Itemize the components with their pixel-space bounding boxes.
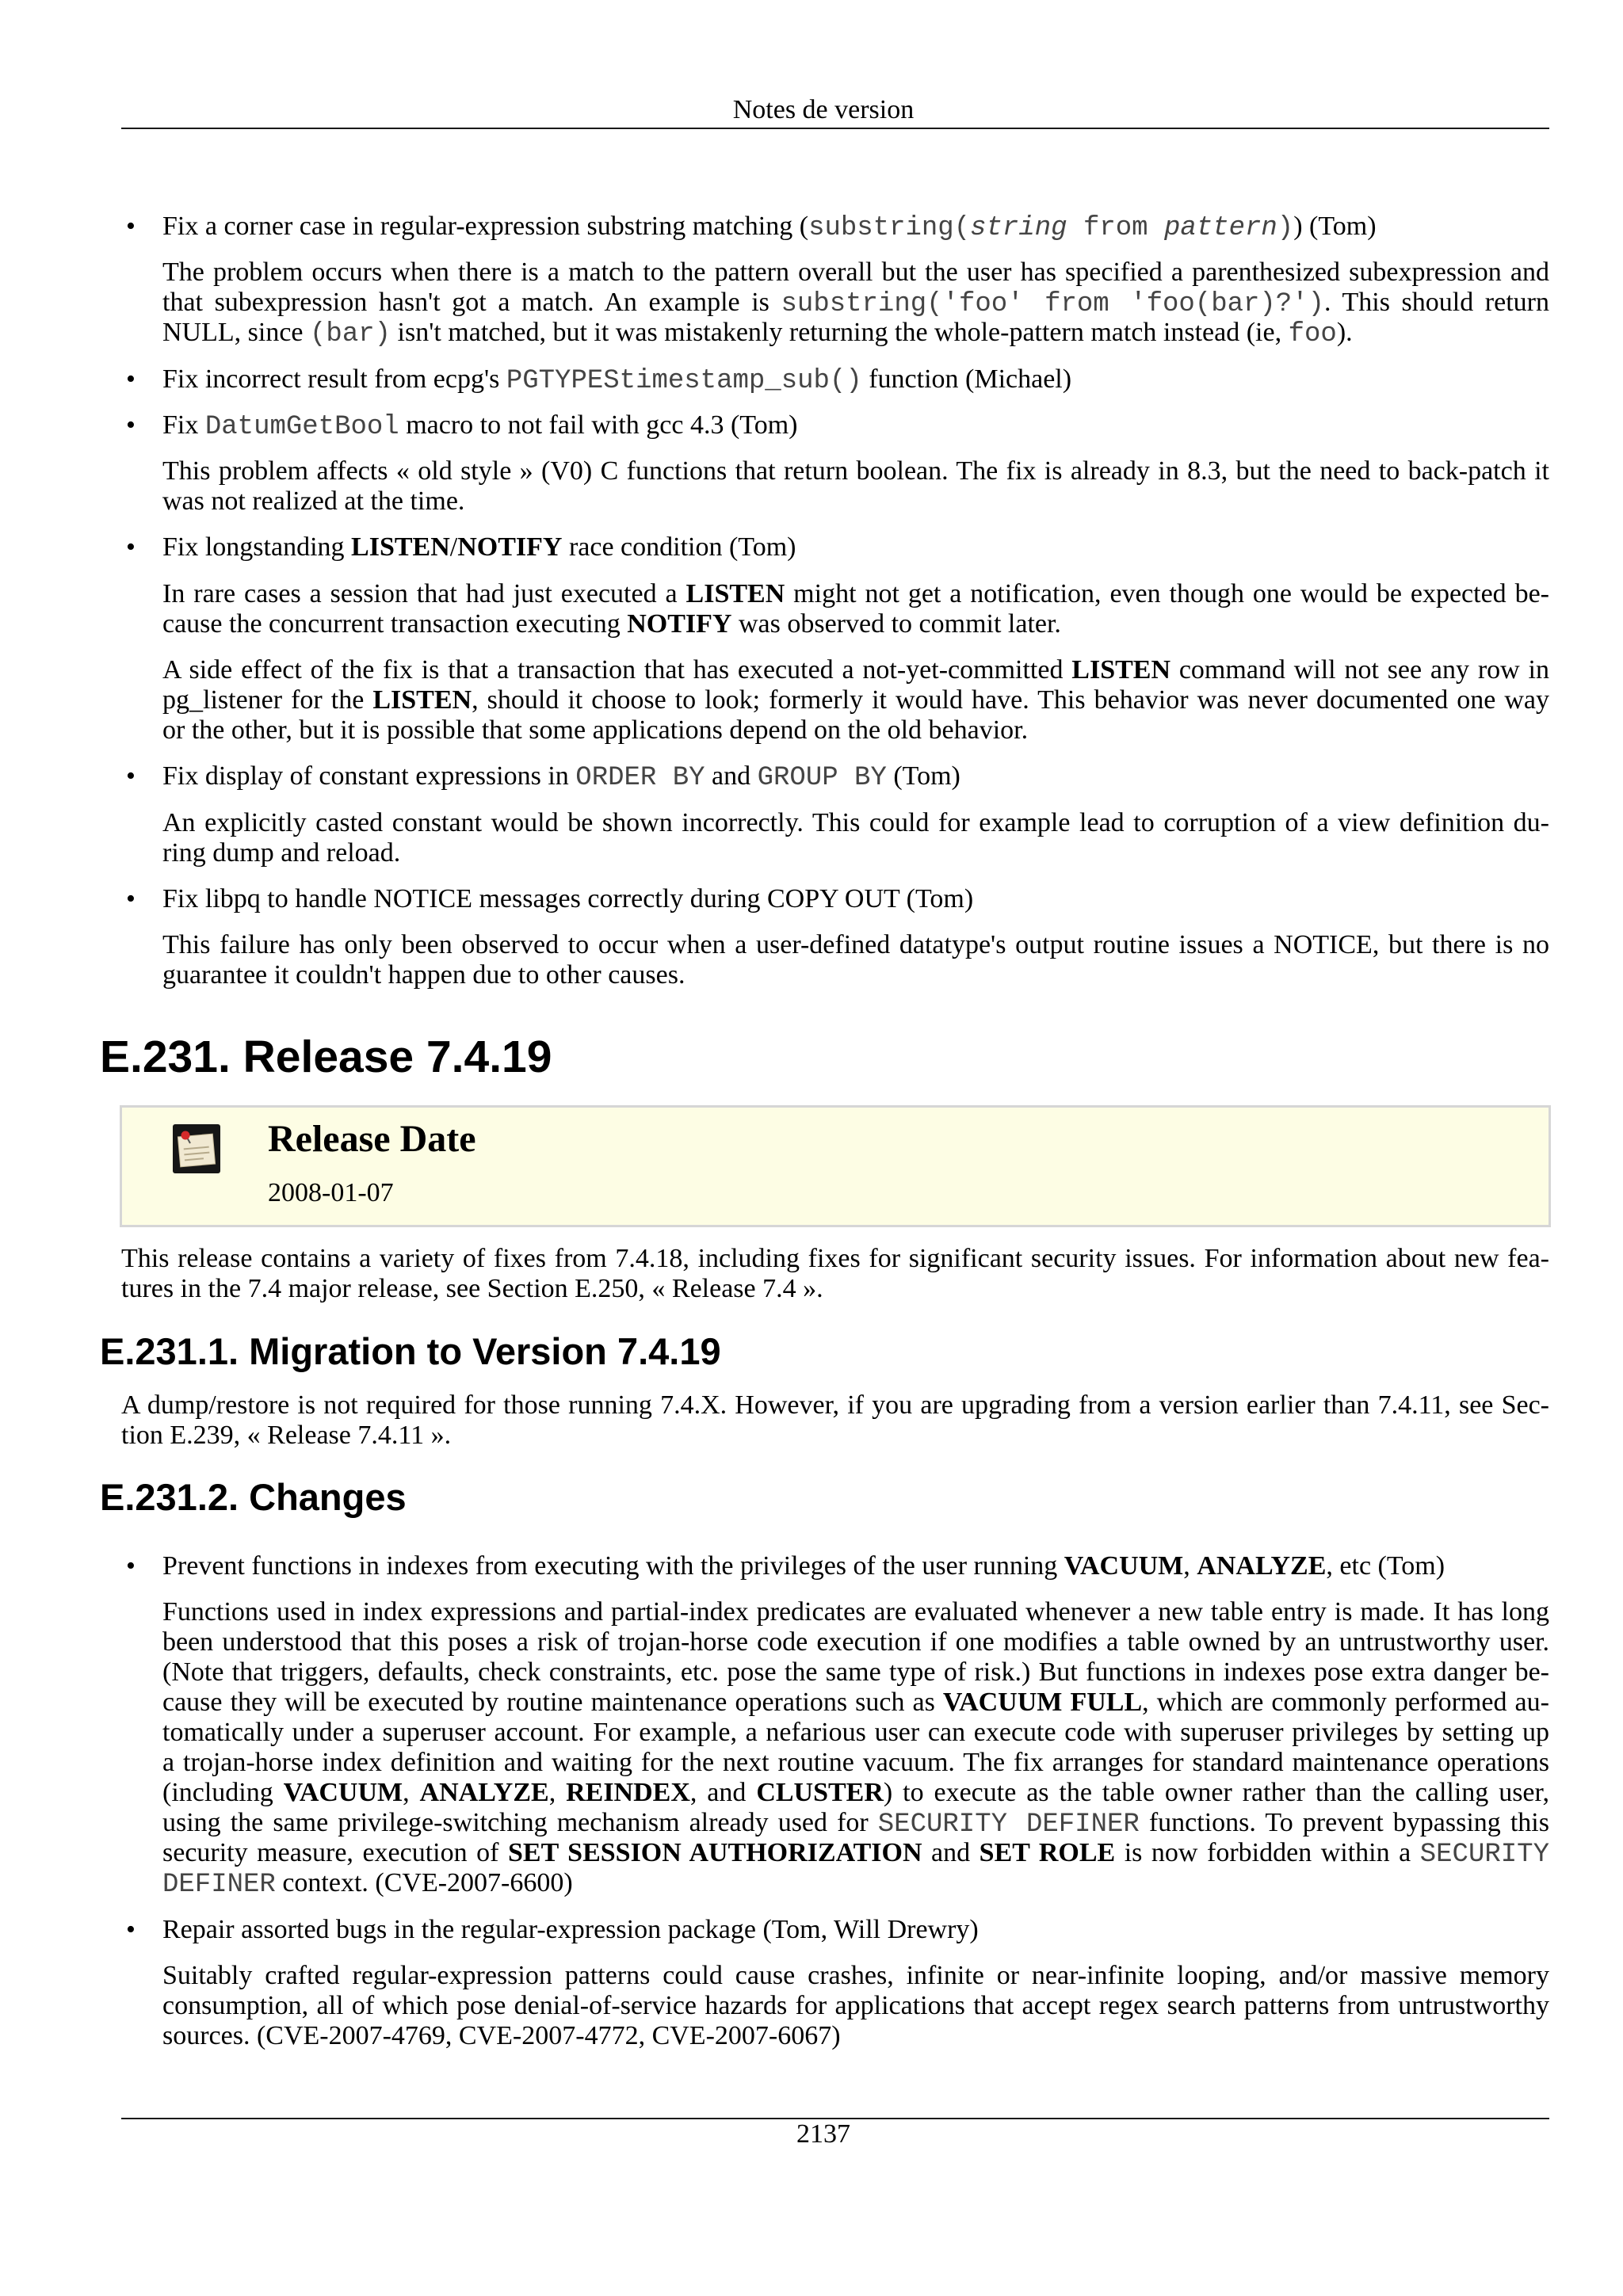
bold-text: LISTEN (351, 532, 450, 563)
bold-text: LISTEN (685, 578, 785, 608)
text-run: Fix longstanding (162, 532, 352, 563)
text-run: , which are commonly performed au- (1142, 1688, 1549, 1718)
text-run: Fix incorrect result from ecpg's (162, 364, 506, 394)
code-text: ORDER BY (575, 763, 705, 794)
changes-list (0, 1551, 1623, 2051)
text-line (162, 2021, 1549, 2051)
list-item (0, 532, 1623, 746)
item-paragraph (162, 257, 1549, 348)
text-line (162, 930, 1549, 960)
text-run: or the other, but it is possible that some applications depend on the old behavior. (162, 715, 1029, 746)
text-run: functions. To prevent bypassing this (1139, 1808, 1549, 1838)
text-line (162, 1915, 1549, 1945)
text-run: command will not see any row in (1170, 655, 1549, 685)
text-line (162, 1627, 1549, 1657)
text-run: and (705, 761, 758, 791)
code-text: DatumGetBool (204, 411, 399, 442)
text-run: macro to not fail with gcc 4.3 (Tom) (399, 410, 798, 440)
migration-heading: E.231.1. Migration to Version 7.4.19 (100, 1330, 721, 1372)
text-line (162, 1657, 1549, 1688)
text-run: a trojan-horse index definition and waiting for the next routine vacuum. The fix arranges for standard maintenance operations (162, 1748, 1549, 1778)
item-summary (162, 761, 1549, 794)
text-line (162, 318, 1549, 348)
text-run: , should it choose to look; formerly it would have. This behavior was never documented one way (472, 685, 1549, 715)
text-line (162, 1868, 1549, 1901)
text-run: context. (CVE-2007-6600) (275, 1868, 573, 1898)
text-line (162, 960, 1549, 990)
item-paragraph (162, 808, 1549, 868)
code-text: DEFINER (162, 1870, 276, 1901)
list-item (0, 212, 1623, 348)
text-run: security measure, execution of (162, 1838, 508, 1868)
text-line (162, 685, 1549, 715)
text-run: isn't matched, but it was mistakenly returning the whole-pattern match instead (ie, (391, 318, 1289, 348)
bold-text: VACUUM FULL (942, 1688, 1143, 1718)
text-run: guarantee it couldn't happen due to other causes. (162, 960, 685, 990)
code-text: GROUP BY (757, 763, 887, 794)
item-summary (162, 212, 1549, 242)
item-summary (162, 532, 1549, 563)
text-line (162, 364, 1549, 395)
text-run: A dump/restore is not required for those running 7.4.X. However, if you are upgrading from a version earlier than 7.4.11, see Sec- (121, 1390, 1549, 1420)
code-text: foo (1288, 319, 1337, 350)
text-run: This release contains a variety of fixes from 7.4.18, including fixes for significant security issues. For information about new fea- (121, 1244, 1549, 1273)
item-summary (162, 1915, 1549, 1945)
text-run: and (922, 1838, 980, 1868)
note-icon (173, 1124, 220, 1173)
text-run: tomatically under a superuser account. For example, a nefarious user can execute code with superuser privileges by setting up (162, 1718, 1549, 1748)
list-item (0, 1551, 1623, 1901)
text-line (162, 288, 1549, 318)
text-run: ). (1336, 318, 1353, 348)
bold-text: VACUUM (283, 1778, 403, 1808)
code-text: substring( (808, 213, 971, 243)
text-run: sources. (CVE-2007-4769, CVE-2007-4772, CVE-2007-6067) (162, 2020, 841, 2050)
release-intro-paragraph (121, 1244, 1549, 1304)
text-line (162, 1551, 1549, 1581)
text-run: An explicitly casted constant would be shown incorrectly. This could for example lead to corruption of a view definition du- (162, 807, 1549, 837)
text-run: This problem affects « old style » (V0) C functions that return boolean. The fix is already in 8.3, but the need to back-patch it (162, 456, 1549, 486)
text-run: might not get a notification, even though one would be expected be- (785, 578, 1550, 608)
text-run: was observed to commit later. (731, 608, 1061, 639)
text-run: Fix (162, 410, 205, 440)
text-run: Fix display of constant expressions in (162, 761, 576, 791)
migration-paragraph (121, 1390, 1549, 1451)
item-paragraph (162, 579, 1549, 639)
text-line (121, 1421, 1549, 1451)
text-run: (including (162, 1778, 284, 1808)
text-line (162, 410, 1549, 441)
text-line (162, 1688, 1549, 1718)
page-number: 2137 (796, 2119, 850, 2149)
text-line (162, 609, 1549, 639)
list-item (0, 884, 1623, 990)
code-text: (bar) (310, 319, 391, 350)
header-rule (121, 128, 1549, 129)
bold-text: ANALYZE (419, 1778, 549, 1808)
text-run: race condition (Tom) (562, 532, 796, 563)
bold-text: VACUUM (1064, 1551, 1184, 1581)
text-line (162, 838, 1549, 868)
item-summary (162, 1551, 1549, 1581)
text-line (162, 761, 1549, 794)
text-run: been understood that this poses a risk of trojan-horse code execution if one modifies a table owned by an untrustworthy user. (162, 1627, 1549, 1657)
bold-text: ANALYZE (1197, 1551, 1327, 1581)
text-run: that subexpression hasn't got a match. An example is (162, 288, 781, 318)
code-text: substring('foo' from 'foo(bar)?') (781, 289, 1325, 320)
item-paragraph (162, 930, 1549, 990)
item-summary (162, 410, 1549, 441)
item-paragraph (162, 456, 1549, 517)
text-run: consumption, all of which pose denial-of-service hazards for applications that accept regex search patterns from untrustworthy (162, 1990, 1549, 2020)
text-line (121, 1274, 1549, 1304)
running-header: Notes de version (732, 95, 915, 124)
release-heading: E.231. Release 7.4.19 (100, 1032, 552, 1082)
text-run: . This should return (1324, 288, 1549, 318)
text-run: , and (689, 1778, 757, 1808)
code-text: PGTYPEStimestamp_sub() (506, 365, 862, 396)
text-line (162, 1748, 1549, 1778)
text-run: using the same privilege-switching mechanism already used for (162, 1808, 878, 1838)
text-line (162, 1597, 1549, 1627)
text-run: , (403, 1778, 420, 1808)
bold-text: SET SESSION AUTHORIZATION (507, 1838, 922, 1868)
text-run: (Note that triggers, defaults, check constraints, etc. pose the same type of risk.) But functions in indexes pose extra danger be- (162, 1657, 1549, 1688)
text-run: , etc (Tom) (1326, 1551, 1445, 1581)
code-italic-text: pattern (1163, 213, 1277, 243)
text-line (162, 808, 1549, 838)
continued-change-list (0, 212, 1623, 990)
item-paragraph (162, 1961, 1549, 2051)
text-run: A side effect of the fix is that a transaction that has executed a not-yet-committed (162, 655, 1072, 685)
item-paragraph (162, 655, 1549, 746)
text-run: NULL, since (162, 318, 311, 348)
changes-heading: E.231.2. Changes (100, 1476, 407, 1518)
item-summary (162, 884, 1549, 914)
text-run: In rare cases a session that had just executed a (162, 578, 686, 608)
text-line (162, 1778, 1549, 1808)
item-summary (162, 364, 1549, 395)
list-item (0, 364, 1623, 395)
text-line (162, 257, 1549, 288)
list-item (0, 410, 1623, 517)
text-run: is now forbidden within a (1115, 1838, 1420, 1868)
text-run: , (548, 1778, 567, 1808)
text-run: Fix libpq to handle NOTICE messages correctly during COPY OUT (Tom) (162, 883, 974, 913)
text-line (162, 1961, 1549, 1991)
text-line (162, 1808, 1549, 1838)
text-run: tures in the 7.4 major release, see Section E.250, « Release 7.4 ». (121, 1274, 823, 1303)
text-line (162, 715, 1549, 746)
text-line (162, 456, 1549, 486)
text-line (162, 579, 1549, 609)
text-run: Suitably crafted regular-expression patterns could cause crashes, infinite or near-infinite looping, and/or massive memory (162, 1960, 1549, 1990)
text-run: ring dump and reload. (162, 837, 401, 868)
text-run: cause they will be executed by routine maintenance operations such as (162, 1688, 943, 1718)
code-italic-text: string (970, 213, 1067, 243)
text-line (162, 486, 1549, 517)
bold-text: LISTEN (1071, 655, 1171, 685)
text-run: (Tom) (886, 761, 960, 791)
text-run: This failure has only been observed to occur when a user-defined datatype's output routine issues a NOTICE, but there is no (162, 930, 1549, 960)
code-text: SECURITY (1419, 1840, 1549, 1871)
note-title: Release Date (268, 1118, 476, 1160)
code-text: from (1067, 213, 1164, 243)
text-run: The problem occurs when there is a match to the pattern overall but the user has specified a parenthesized subexpression and (162, 257, 1549, 288)
text-line (162, 1838, 1549, 1871)
text-run: ) (Tom) (1293, 212, 1377, 241)
list-item (0, 1915, 1623, 2051)
text-run: cause the concurrent transaction executing (162, 608, 628, 639)
bold-text: SET ROLE (979, 1838, 1116, 1868)
bold-text: CLUSTER (756, 1778, 884, 1808)
release-date: 2008-01-07 (268, 1178, 394, 1207)
bold-text: NOTIFY (457, 532, 563, 563)
text-line (162, 884, 1549, 914)
text-run: tion E.239, « Release 7.4.11 ». (121, 1421, 452, 1450)
text-line (162, 532, 1549, 563)
text-run: pg_listener for the (162, 685, 373, 715)
text-run: Repair assorted bugs in the regular-expression package (Tom, Will Drewry) (162, 1914, 979, 1944)
list-item (0, 761, 1623, 868)
code-text: ) (1277, 213, 1294, 243)
text-run: was not realized at the time. (162, 486, 465, 517)
text-line (162, 655, 1549, 685)
text-run: ) to execute as the table owner rather than the calling user, (883, 1778, 1549, 1808)
text-line (162, 1718, 1549, 1748)
bold-text: NOTIFY (627, 608, 732, 639)
text-line (121, 1244, 1549, 1274)
release-date-note (120, 1105, 1551, 1227)
bold-text: LISTEN (372, 685, 472, 715)
code-text: SECURITY DEFINER (877, 1810, 1140, 1840)
text-run: / (449, 532, 458, 563)
text-run: , (1183, 1551, 1197, 1581)
item-paragraph (162, 1597, 1549, 1901)
text-line (162, 1991, 1549, 2021)
text-line (162, 212, 1549, 242)
text-run: Functions used in index expressions and partial-index predicates are evaluated whenever a new table entry is made. It has long (162, 1597, 1549, 1627)
text-run: Fix a corner case in regular-expression substring matching ( (162, 212, 809, 241)
text-run: function (Michael) (861, 364, 1072, 394)
bold-text: REINDEX (566, 1778, 690, 1808)
text-run: Prevent functions in indexes from executing with the privileges of the user running (162, 1551, 1064, 1581)
text-line (121, 1390, 1549, 1421)
